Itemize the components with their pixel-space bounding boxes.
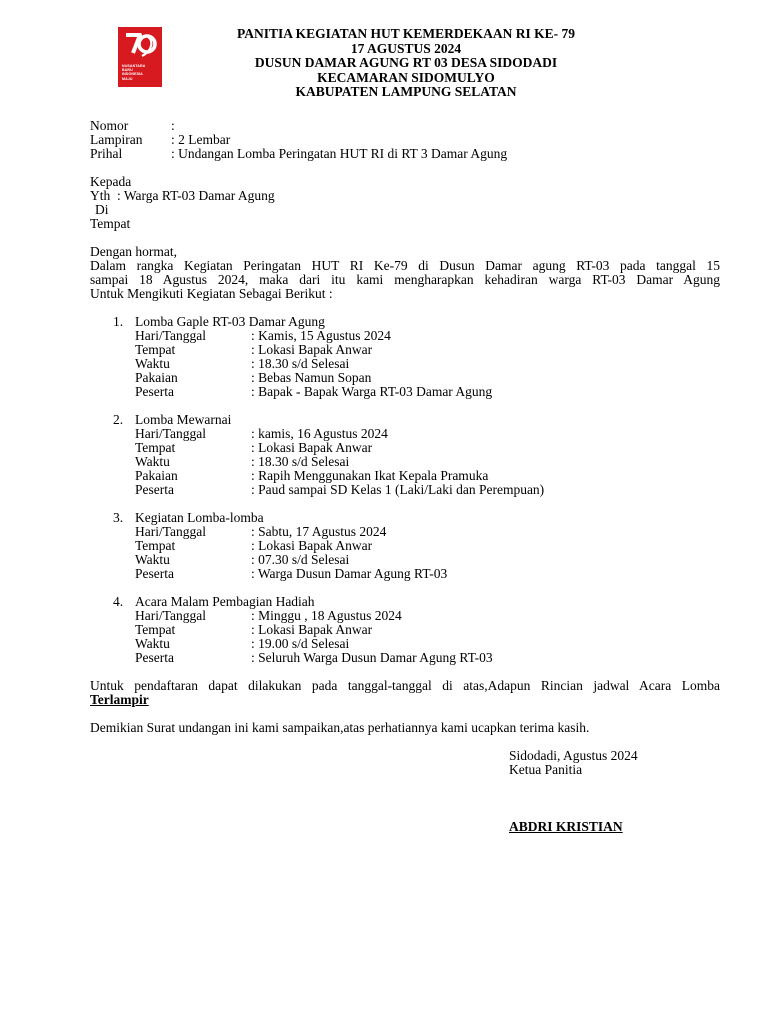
letterhead bbox=[180, 27, 632, 100]
event-row-value: : Lokasi Bapak Anwar bbox=[251, 440, 373, 455]
event-row-label: Peserta bbox=[135, 650, 174, 665]
event-row-value: : 19.00 s/d Selesai bbox=[251, 636, 350, 651]
event-number: 1. bbox=[113, 314, 124, 329]
event-title: Lomba Gaple RT-03 Damar Agung bbox=[135, 314, 325, 329]
intro-line: sampai 18 Agustus 2024, maka dari itu kami mengharapkan kehadiran warga RT-03 Damar Agung bbox=[90, 272, 720, 288]
event-row-label: Pakaian bbox=[135, 370, 178, 385]
event-row-label: Waktu bbox=[135, 552, 170, 567]
event-number: 2. bbox=[113, 412, 124, 427]
event-row-value: : Paud sampai SD Kelas 1 (Laki/Laki dan Perempuan) bbox=[251, 482, 545, 497]
registration-paragraph bbox=[90, 679, 720, 707]
event-row-value: : Lokasi Bapak Anwar bbox=[251, 538, 373, 553]
meta-label-nomor: Nomor bbox=[90, 118, 129, 133]
event-row-label: Peserta bbox=[135, 566, 174, 581]
event-row-label: Tempat bbox=[135, 440, 176, 455]
addressee-recipient: : Warga RT-03 Damar Agung bbox=[117, 188, 275, 203]
addressee-di: Di bbox=[95, 202, 109, 217]
event-row-value: : Minggu , 18 Agustus 2024 bbox=[251, 608, 402, 623]
logo-line: INDONESIA bbox=[122, 72, 143, 77]
addressee-kepada: Kepada bbox=[90, 174, 132, 189]
event-row-label: Hari/Tanggal bbox=[135, 524, 207, 539]
signature-place-date: Sidodadi, Agustus 2024 bbox=[509, 748, 638, 763]
addressee-tempat: Tempat bbox=[90, 216, 131, 231]
event-row-label: Tempat bbox=[135, 622, 176, 637]
event-row-label: Hari/Tanggal bbox=[135, 608, 207, 623]
event-row-label: Peserta bbox=[135, 482, 174, 497]
event-row-label: Tempat bbox=[135, 538, 176, 553]
event-row-label: Tempat bbox=[135, 342, 176, 357]
registration-line: Untuk pendaftaran dapat dilakukan pada tanggal-tanggal di atas,Adapun Rincian jadwal Acara Lomba bbox=[90, 678, 720, 693]
addressee-yth: Yth bbox=[90, 188, 111, 203]
event-row-label: Hari/Tanggal bbox=[135, 328, 207, 343]
event-row-value: : Sabtu, 17 Agustus 2024 bbox=[251, 524, 387, 539]
event-row-value: : 07.30 s/d Selesai bbox=[251, 552, 350, 567]
event-number: 4. bbox=[113, 594, 124, 609]
event-row-label: Waktu bbox=[135, 636, 170, 651]
meta-value-prihal: : Undangan Lomba Peringatan HUT RI di RT 3 Damar Agung bbox=[171, 146, 508, 161]
logo-line: MAJU bbox=[122, 76, 133, 81]
signature-name: ABDRI KRISTIAN bbox=[509, 819, 623, 834]
event-row-label: Peserta bbox=[135, 384, 174, 399]
event-row-value: : Seluruh Warga Dusun Damar Agung RT-03 bbox=[251, 650, 493, 665]
event-row-value: : Warga Dusun Damar Agung RT-03 bbox=[251, 566, 448, 581]
event-row-label: Pakaian bbox=[135, 468, 178, 483]
event-number: 3. bbox=[113, 510, 124, 525]
closing-sentence: Demikian Surat undangan ini kami sampaikan,atas perhatiannya kami ucapkan terima kasih. bbox=[90, 720, 590, 735]
intro-line: Dalam rangka Kegiatan Peringatan HUT RI Ke-79 di Dusun Damar agung RT-03 pada tanggal 15 bbox=[90, 258, 720, 273]
event-row-label: Hari/Tanggal bbox=[135, 426, 207, 441]
event-row-value: : Rapih Menggunakan Ikat Kepala Pramuka bbox=[251, 468, 489, 483]
attachment-note: Terlampir bbox=[90, 692, 149, 708]
event-row-value: : 18.30 s/d Selesai bbox=[251, 454, 350, 469]
event-row-value: : 18.30 s/d Selesai bbox=[251, 356, 350, 371]
logo-79-mark-icon bbox=[118, 27, 162, 63]
event-row-value: : Lokasi Bapak Anwar bbox=[251, 622, 373, 637]
event-row-value: : Lokasi Bapak Anwar bbox=[251, 342, 373, 357]
intro-paragraph bbox=[90, 259, 720, 302]
greeting: Dengan hormat, bbox=[90, 244, 177, 259]
event-row-value: : Kamis, 15 Agustus 2024 bbox=[251, 328, 391, 343]
logo-tagline bbox=[122, 64, 158, 81]
logo-line: NUSANTARA bbox=[122, 64, 146, 68]
event-row-label: Waktu bbox=[135, 356, 170, 371]
event-title: Acara Malam Pembagian Hadiah bbox=[135, 594, 315, 609]
event-row-value: : kamis, 16 Agustus 2024 bbox=[251, 426, 388, 441]
letterhead-line: DUSUN DAMAR AGUNG RT 03 DESA SIDODADI bbox=[254, 55, 558, 71]
meta-label-prihal: Prihal bbox=[90, 146, 123, 161]
event-row-value: : Bebas Namun Sopan bbox=[251, 370, 372, 385]
event-row-value: : Bapak - Bapak Warga RT-03 Damar Agung bbox=[251, 384, 493, 399]
event-title: Lomba Mewarnai bbox=[135, 412, 232, 427]
letterhead-line: 17 AGUSTUS 2024 bbox=[350, 40, 462, 56]
signature-role: Ketua Panitia bbox=[509, 762, 583, 777]
logo-line: BARU bbox=[122, 68, 133, 73]
hut-ri-79-logo bbox=[118, 27, 162, 87]
letterhead-line: PANITIA KEGIATAN HUT KEMERDEKAAN RI KE- 79 bbox=[236, 26, 576, 41]
meta-value-lampiran: : 2 Lembar bbox=[171, 132, 231, 147]
meta-label-lampiran: Lampiran bbox=[90, 132, 143, 147]
letterhead-line: KABUPATEN LAMPUNG SELATAN bbox=[295, 84, 517, 100]
letterhead-line: KECAMARAN SIDOMULYO bbox=[317, 69, 495, 85]
meta-value-nomor: : bbox=[171, 118, 175, 133]
event-row-label: Waktu bbox=[135, 454, 170, 469]
intro-line: Untuk Mengikuti Kegiatan Sebagai Berikut : bbox=[90, 286, 333, 302]
event-title: Kegiatan Lomba-lomba bbox=[135, 510, 264, 525]
